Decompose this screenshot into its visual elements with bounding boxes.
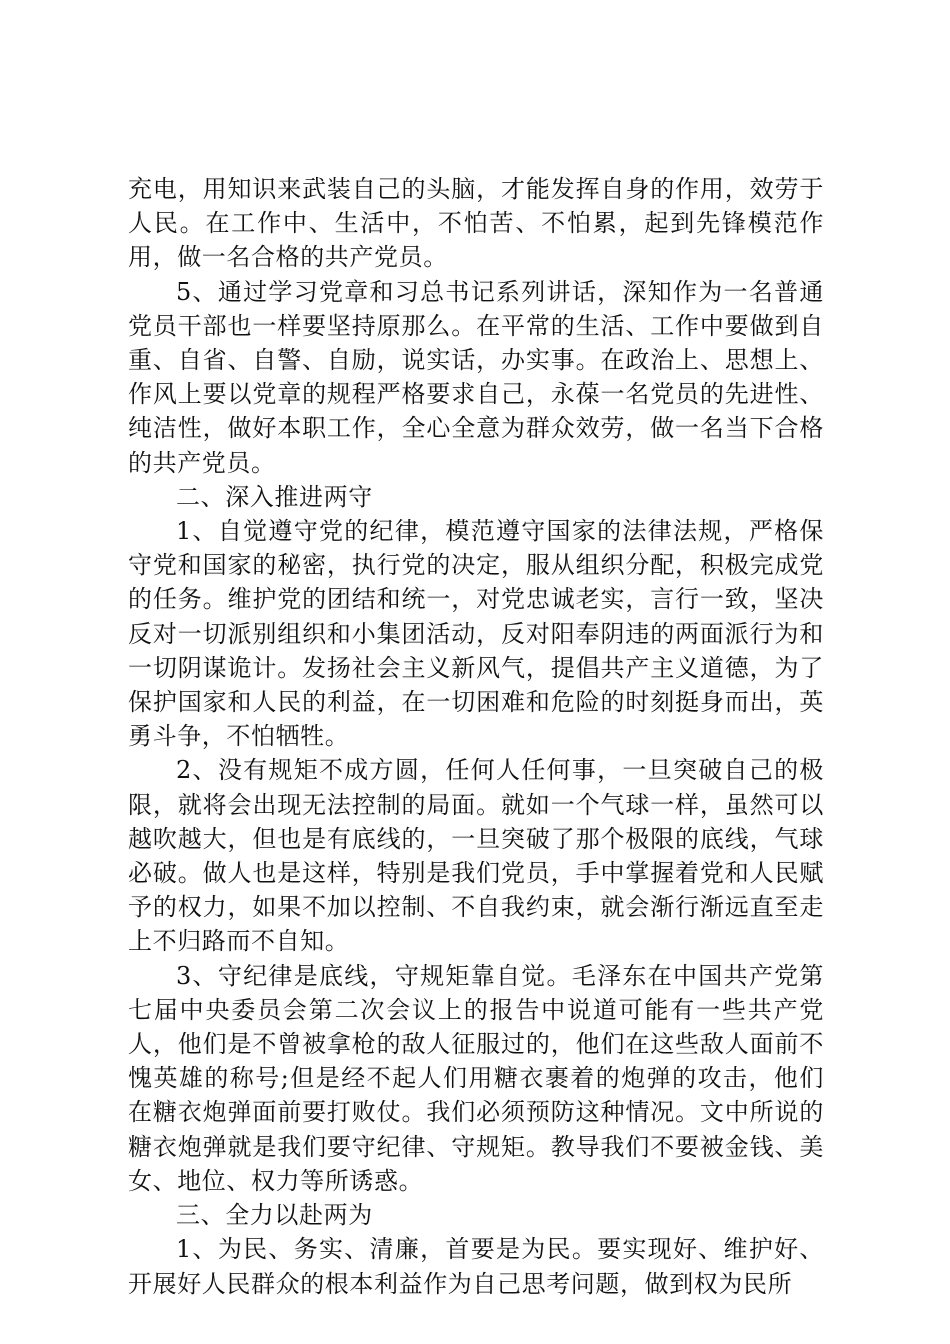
paragraph-section2-item-2: 2、没有规矩不成方圆，任何人任何事，一旦突破自己的极限，就将会出现无法控制的局面。就如一个气球一样，虽然可以越吹越大，但也是有底线的，一旦突破了那个极限的底线，气球必破。做人也是这样，特别是我们党员，手中掌握着党和人民赋予的权力，如果不加以控制、不自我约束，就会渐行渐远直至走上不归路而不自知。 — [128, 756, 824, 956]
paragraph-continuation: 充电，用知识来武装自己的头脑，才能发挥自身的作用，效劳于人民。在工作中、生活中，不怕苦、不怕累，起到先锋模范作用，做一名合格的共产党员。 — [128, 175, 824, 272]
section-heading-three: 三、全力以赴两为 — [176, 1201, 373, 1230]
paragraph-section2-item-3: 3、守纪律是底线，守规矩靠自觉。毛泽东在中国共产党第七届中央委员会第二次会议上的报告中说道可能有一些共产党人，他们是不曾被拿枪的敌人征服过的，他们在这些敌人面前不愧英雄的称号;但是经不起人们用糖衣裹着的炮弹的攻击，他们在糖衣炮弹面前要打败仗。我们必须预防这种情况。文中所说的糖衣炮弹就是我们要守纪律、守规矩。教导我们不要被金钱、美女、地位、权力等所诱惑。 — [128, 961, 824, 1195]
paragraph-item-5: 5、通过学习党章和习总书记系列讲话，深知作为一名普通党员干部也一样要坚持原那么。在平常的生活、工作中要做到自重、自省、自警、自励，说实话，办实事。在政治上、思想上、作风上要以党章的规程严格要求自己，永葆一名党员的先进性、纯洁性，做好本职工作，全心全意为群众效劳，做一名当下合格的共产党员。 — [128, 277, 824, 477]
paragraph-section2-item-1: 1、自觉遵守党的纪律，模范遵守国家的法律法规，严格保守党和国家的秘密，执行党的决定，服从组织分配，积极完成党的任务。维护党的团结和统一，对党忠诚老实，言行一致，坚决反对一切派别组织和小集团活动，反对阳奉阴违的两面派行为和一切阴谋诡计。发扬社会主义新风气，提倡共产主义道德，为了保护国家和人民的利益，在一切困难和危险的时刻挺身而出，英勇斗争，不怕牺牲。 — [128, 517, 824, 751]
section-heading-two: 二、深入推进两守 — [176, 482, 373, 511]
document-body — [128, 172, 824, 1301]
paragraph-section3-item-1: 1、为民、务实、清廉，首要是为民。要实现好、维护好、开展好人民群众的根本利益作为自己思考问题，做到权为民所 — [128, 1235, 824, 1298]
